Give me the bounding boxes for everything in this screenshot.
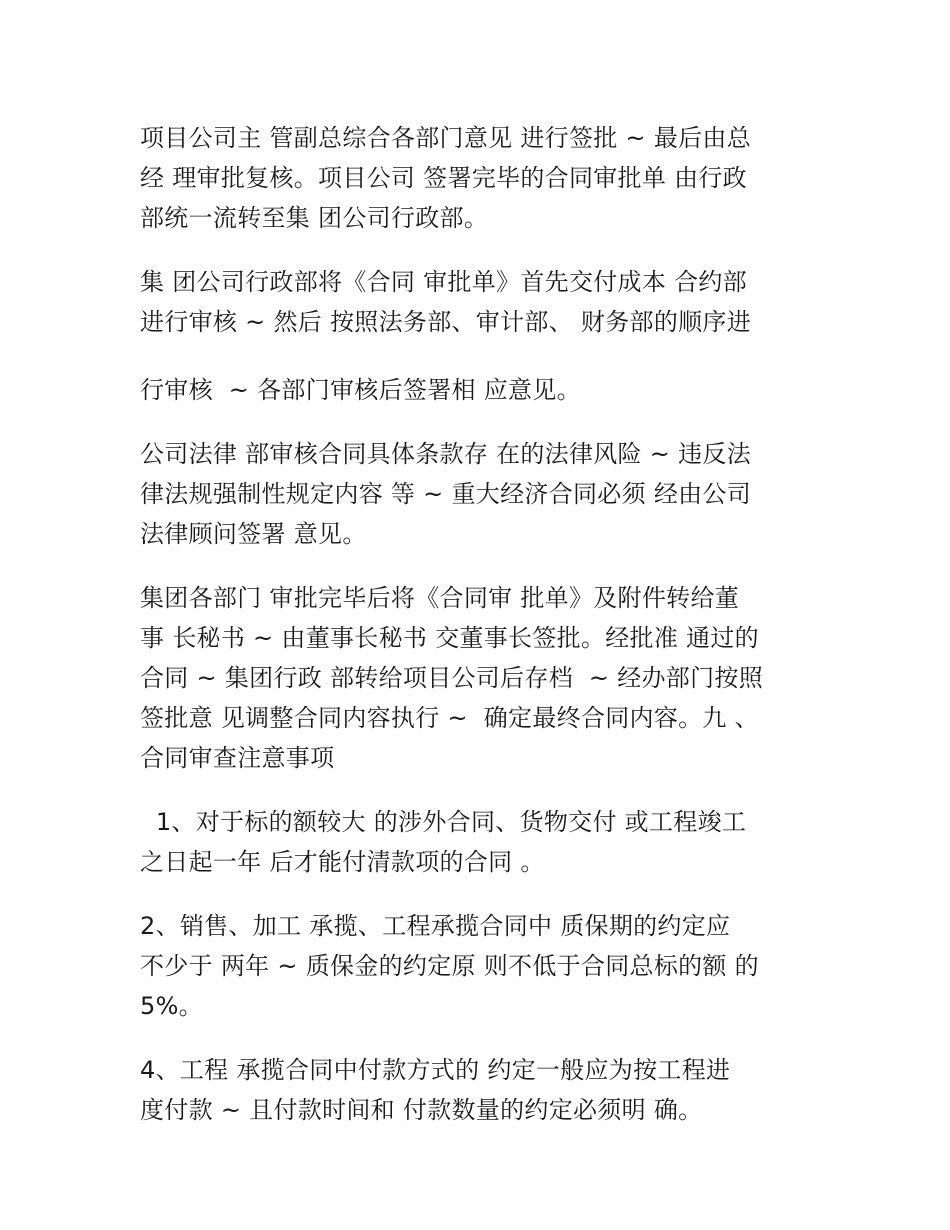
paragraph-item-4 [140,1050,820,1130]
text-line: 项目公司主 管副总综合各部门意见 进行签批 ~ 最后由总 [140,124,752,152]
text-line: 公司法律 部审核合同具体条款存 在的法律风险 ~ 违反法 [140,440,752,468]
text-line: 行审核 ~ 各部门审核后签署相 应意见。 [140,376,581,404]
paragraph-group-admin-review [140,262,820,342]
paragraph-item-2 [140,906,820,1026]
document-body [140,118,820,1130]
text-line: 1、对于标的额较大 的涉外合同、货物交付 或工程竣工 [140,808,747,836]
text-line: 之日起一年 后才能付清款项的合同 。 [140,848,545,876]
paragraph-chairman-approval [140,578,820,778]
text-line: 经 理审批复核。项目公司 签署完毕的合同审批单 由行政 [140,164,747,192]
paragraph-item-1 [140,802,820,882]
text-line: 4、工程 承揽合同中付款方式的 约定一般应为按工程进 [140,1056,731,1084]
text-line: 法律顾问签署 意见。 [140,520,367,548]
text-line: 不少于 两年 ~ 质保金的约定原 则不低于合同总标的额 的 [140,952,759,980]
paragraph-legal-review [140,434,820,554]
paragraph-department-review [140,370,820,410]
text-line: 签批意 见调整合同内容执行 ~ 确定最终合同内容。九 、 [140,704,759,732]
text-line: 合同审查注意事项 [140,744,335,772]
text-line: 度付款 ~ 且付款时间和 付款数量的约定必须明 确。 [140,1096,703,1124]
text-line: 集 团公司行政部将《合同 审批单》首先交付成本 合约部 [140,268,747,296]
text-line: 进行审核 ~ 然后 按照法务部、审计部、 财务部的顺序进 [140,308,752,336]
text-line: 律法规强制性规定内容 等 ~ 重大经济合同必须 经由公司 [140,480,752,508]
text-line: 部统一流转至集 团公司行政部。 [140,204,489,232]
text-line: 事 长秘书 ~ 由董事长秘书 交董事长签批。经批准 通过的 [140,624,759,652]
text-line: 集团各部门 审批完毕后将《合同审 批单》及附件转给董 [140,584,740,612]
paragraph-approval-flow [140,118,820,238]
text-line: 合同 ~ 集团行政 部转给项目公司后存档 ~ 经办部门按照 [140,664,763,692]
text-line: 5%。 [140,992,203,1020]
text-line: 2、销售、加工 承揽、工程承揽合同中 质保期的约定应 [140,912,731,940]
